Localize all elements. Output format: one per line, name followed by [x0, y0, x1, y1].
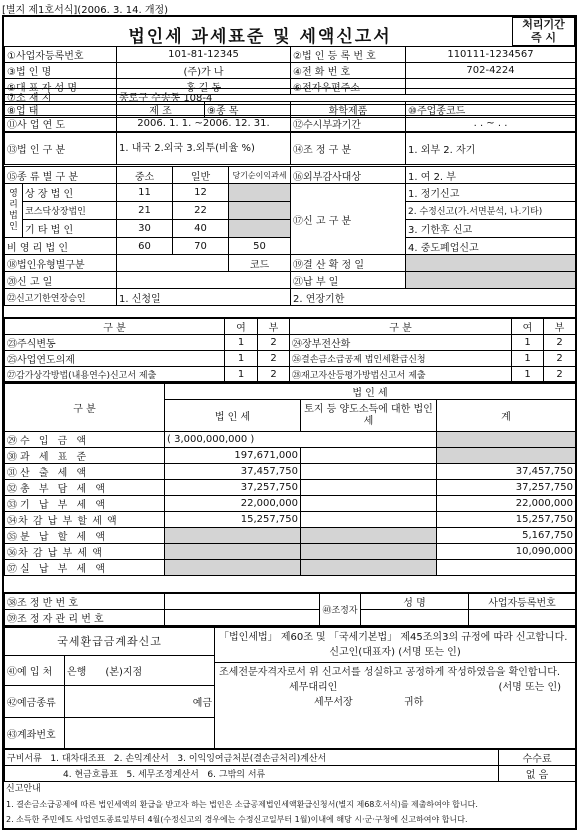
tax-col-corp: 법 인 세	[165, 400, 301, 432]
refund-table	[4, 626, 576, 750]
guide-title: 신고안내	[6, 784, 41, 794]
tax-row-label: ㉚과 세 표 준	[5, 448, 165, 464]
settlement-date-label: ⑲결 산 확 정 일	[291, 255, 406, 272]
yn-no[interactable]: 2	[544, 351, 576, 367]
basic-row	[5, 47, 576, 63]
declaration-text: 「법인세법」 제60조 및 「국세기본법」 제45조의3의 규정에 따라 신고합니다.	[219, 632, 568, 643]
adjust-value[interactable]: 1. 외부 2. 자기	[406, 133, 576, 165]
tax-cell[interactable]	[301, 480, 437, 496]
extaudit-value[interactable]: 1. 여 2. 부	[406, 167, 576, 184]
kind-code[interactable]: 40	[173, 220, 229, 238]
tax-total[interactable]	[437, 560, 576, 576]
kind-header-row	[5, 167, 576, 184]
reporter-sign[interactable]: 신고인(대표자) (서명 또는 인)	[329, 647, 461, 658]
attach-item: 2. 손익계산서	[113, 754, 169, 764]
attach-item: 5. 세무조정계산서	[126, 770, 199, 780]
settlement-date-value[interactable]	[406, 255, 576, 272]
tax-row-label: ㊲실 납 부 세 액	[5, 560, 165, 576]
tax-row	[5, 512, 576, 528]
tax-row	[5, 560, 576, 576]
yes-header: 여	[225, 318, 258, 335]
susi-label: ⑫수시부과기간	[291, 116, 406, 132]
code-label: 코드	[229, 255, 291, 272]
addressee: 귀하	[404, 697, 424, 708]
declaration	[215, 627, 576, 749]
kind-code[interactable]: 70	[173, 238, 229, 255]
tax-row	[5, 448, 576, 464]
basic-row	[5, 63, 576, 79]
address-value[interactable]: 종로구 수송동 108-4	[117, 89, 576, 105]
processing-label: 처리기간	[522, 18, 565, 31]
yes-no-table	[4, 317, 576, 382]
bizcode-label: ⑩주업종코드	[408, 106, 466, 117]
gray-cell	[301, 528, 437, 544]
tax-row-label: ㉟분 납 할 세 액	[5, 528, 165, 544]
kind-code[interactable]: 50	[229, 238, 291, 255]
guide-note: 2. 소득한 주민에도 사업연도종료일부터 4월(수정신고의 경우에는 수정신고일부터 1월)이내에 해당 시·군·구청에 신고하여야 합니다.	[6, 815, 468, 824]
yn-header-row	[5, 318, 576, 335]
bizitem-label: ⑨종 목	[205, 102, 291, 118]
gray-cell	[229, 220, 291, 238]
tax-col-header: 구 분	[5, 383, 165, 432]
tax-value[interactable]: 37,257,750	[165, 480, 301, 496]
bank-unit: 은행	[67, 666, 87, 678]
extension-deadline[interactable]: 2. 연장기한	[291, 289, 576, 306]
form-number: [별지 제1호서식](2006. 3. 14. 개정)	[2, 5, 169, 16]
gray-cell	[165, 544, 301, 560]
biztype-label: ⑧업 태	[5, 102, 117, 118]
gray-cell	[437, 432, 576, 448]
adjuster-bizno-value[interactable]	[469, 610, 576, 626]
yn-yes[interactable]: 1	[225, 367, 258, 382]
tax-col-land: 토지 등 양도소득에 대한 법인세	[301, 400, 437, 432]
yn-col-header: 구 분	[5, 318, 225, 335]
period-label: ⑪사 업 연 도	[5, 116, 117, 132]
kind-col-general: 일반	[173, 167, 229, 184]
adjuster-row	[5, 610, 576, 626]
gray-cell	[437, 448, 576, 464]
kind-code[interactable]: 60	[117, 238, 173, 255]
ceo-value[interactable]: 홍 길 동	[117, 79, 291, 95]
tax-row	[5, 464, 576, 480]
tax-row-label: ㉛산 출 세 액	[5, 464, 165, 480]
yn-item-label: ㉖결손금소급공제 법인세환급신청	[290, 351, 512, 367]
yn-no[interactable]: 2	[544, 367, 576, 382]
adjuster-mgmt-label: ㊴조 정 자 관 리 번 호	[5, 610, 165, 626]
tax-cell[interactable]	[301, 496, 437, 512]
misc-row	[5, 272, 576, 289]
yn-row	[5, 367, 576, 382]
payment-date-label: ㉑납 부 일	[291, 272, 406, 289]
form-title: 법인세 과세표준 및 세액신고서	[128, 27, 392, 47]
gray-cell	[229, 184, 291, 202]
filing-label: ⑰신 고 구 분	[291, 184, 406, 255]
yn-no[interactable]: 2	[258, 367, 290, 382]
tax-total[interactable]: 22,000,000	[437, 496, 576, 512]
ceo-label: ⑤대 표 자 성 명	[5, 79, 117, 95]
yn-item-label: ㉓주식변동	[5, 335, 225, 351]
adjust-no-value[interactable]	[165, 593, 320, 610]
bank-value[interactable]	[65, 655, 215, 685]
tax-row	[5, 528, 576, 544]
bizitem-value[interactable]: 화학제품	[291, 102, 406, 118]
filing-option[interactable]: 3. 기한후 신고	[406, 220, 576, 238]
filing-option[interactable]: 2. 수정신고(가.서면분석, 나.기타)	[406, 202, 576, 220]
corp-class-label: ⑱법인유형별구분	[5, 255, 117, 272]
adjuster-label: ㊵조정자	[320, 593, 361, 626]
branch-unit: (본)지점	[105, 666, 143, 678]
misc-row	[5, 255, 576, 272]
kind-code[interactable]: 21	[117, 202, 173, 220]
attach-label: 구비서류	[7, 754, 42, 764]
gray-cell	[301, 544, 437, 560]
kind-col-small: 중소	[117, 167, 173, 184]
email-label: ⑥전자우편주소	[291, 79, 406, 95]
extension-apply-date[interactable]: 1. 신청일	[117, 289, 291, 306]
tax-header-row	[5, 383, 576, 400]
adjust-label: ⑭조 정 구 분	[291, 133, 406, 165]
kind-col-netincome: 당기순이익과세	[229, 167, 291, 184]
other-corp-label: 기 타 법 인	[23, 220, 117, 238]
listed-corp-label: 상 장 법 인	[23, 184, 117, 202]
corp-class-value[interactable]	[117, 255, 229, 272]
filing-date-label: ⑳신 고 일	[5, 272, 117, 289]
yn-item-label: ㉔장부전산화	[290, 335, 512, 351]
tax-total[interactable]: 15,257,750	[437, 512, 576, 528]
tax-row	[5, 480, 576, 496]
account-value[interactable]	[65, 717, 215, 749]
agent-label: 세무대리인	[289, 682, 338, 693]
no-header: 부	[258, 318, 290, 335]
profit-corp-label: 영리법인	[5, 184, 23, 238]
corp-type-label: ⑬법 인 구 분	[5, 133, 117, 165]
adjuster-mgmt-value[interactable]	[165, 610, 320, 626]
kind-row	[5, 184, 576, 202]
kind-label: ⑮종 류 별 구 분	[5, 167, 117, 184]
adjuster-name-value[interactable]	[361, 610, 469, 626]
extaudit-label: ⑯외부감사대상	[291, 167, 406, 184]
tax-row	[5, 496, 576, 512]
attachments-table	[4, 748, 576, 782]
kosdaq-corp-label: 코스닥상장법인	[23, 202, 117, 220]
filing-guide	[6, 782, 572, 827]
agent-sign[interactable]: (서명 또는 인)	[498, 682, 562, 693]
corpno-label: ②법 인 등 록 번 호	[291, 47, 406, 63]
kind-table	[4, 166, 576, 255]
period-table	[4, 115, 576, 132]
yn-yes[interactable]: 1	[512, 351, 544, 367]
fee-label: 수수료	[499, 749, 576, 766]
kind-row	[5, 220, 576, 238]
yn-no[interactable]: 2	[544, 335, 576, 351]
adjuster-table	[4, 592, 576, 626]
yn-item-label: ㉘재고자산등평가방법신고서 제출	[290, 367, 512, 382]
bizno-value[interactable]: 101-81-12345	[117, 47, 291, 63]
gray-cell	[165, 528, 301, 544]
tax-office: 세무서장	[314, 697, 353, 708]
adjust-no-label: ㊳조 정 반 번 호	[5, 593, 165, 610]
fee-value: 없 음	[499, 766, 576, 782]
tax-group-header: 법 인 세	[165, 383, 576, 400]
yn-yes[interactable]: 1	[225, 351, 258, 367]
period-row	[5, 116, 576, 132]
extension-label: ㉒신고기한연장승인	[5, 289, 117, 306]
deposit-type-value[interactable]: 예금	[65, 685, 215, 717]
filing-date-value[interactable]	[117, 272, 291, 289]
refund-title: 국세환급금계좌신고	[5, 627, 215, 655]
phone-value[interactable]: 702-4224	[406, 63, 576, 79]
tax-row	[5, 544, 576, 560]
tax-cell[interactable]	[301, 448, 437, 464]
yn-no[interactable]: 2	[258, 335, 290, 351]
susi-value[interactable]: . . ~ . .	[406, 116, 576, 132]
revenue-value[interactable]: ( 3,000,000,000 )	[165, 432, 437, 448]
yn-yes[interactable]: 1	[512, 335, 544, 351]
filing-option[interactable]: 4. 중도폐업신고	[406, 238, 576, 255]
tax-row-label: ㉙수 입 금 액	[5, 432, 165, 448]
attach-row	[5, 749, 576, 766]
processing-period	[512, 17, 575, 46]
tax-total[interactable]: 37,457,750	[437, 464, 576, 480]
adjuster-name-label: 성 명	[361, 593, 469, 610]
yn-item-label: ㉗감가상각방법(내용연수)신고서 제출	[5, 367, 225, 382]
tax-col-total: 계	[437, 400, 576, 432]
period-value[interactable]: 2006. 1. 1. ~2006. 12. 31.	[117, 116, 291, 132]
corp-type-value[interactable]: 1. 내국 2.외국 3.외투(비율 %)	[117, 133, 291, 165]
yes-header: 여	[512, 318, 544, 335]
bank-label: ㊶예 입 처	[5, 655, 65, 685]
attach-item: 6. 그밖의 서류	[207, 770, 266, 780]
no-header: 부	[544, 318, 576, 335]
adjuster-bizno-label: 사업자등록번호	[469, 593, 576, 610]
filing-option[interactable]: 1. 정기신고	[406, 184, 576, 202]
payment-date-value[interactable]	[406, 272, 576, 289]
nonprofit-corp-label: 비 영 리 법 인	[5, 238, 117, 255]
kind-code[interactable]: 22	[173, 202, 229, 220]
tax-row-label: ㊱차 감 납 부 세 액	[5, 544, 165, 560]
attach-row	[5, 766, 576, 782]
attach-line	[5, 766, 499, 782]
adjuster-row	[5, 593, 576, 610]
yn-item-label: ㉕사업연도의제	[5, 351, 225, 367]
yn-yes[interactable]: 1	[225, 335, 258, 351]
yn-no[interactable]: 2	[258, 351, 290, 367]
processing-value: 즉 시	[530, 31, 557, 44]
corpno-value[interactable]: 110111-1234567	[406, 47, 576, 63]
phone-label: ④전 화 번 호	[291, 63, 406, 79]
yn-row	[5, 335, 576, 351]
yn-col-header: 구 분	[290, 318, 512, 335]
kind-code[interactable]: 11	[117, 184, 173, 202]
tax-row-label: ㉝기 납 부 세 액	[5, 496, 165, 512]
attach-item: 4. 현금흐름표	[63, 770, 118, 780]
account-label: ㊸계좌번호	[5, 717, 65, 749]
kind-code[interactable]: 30	[117, 220, 173, 238]
tax-row-label: ㉞차 감 납 부 할 세 액	[5, 512, 165, 528]
corp-type-table	[4, 132, 576, 165]
tax-row	[5, 432, 576, 448]
attach-item: 3. 이익잉여금처분(결손금처리)계산서	[177, 754, 327, 764]
tax-cell[interactable]	[301, 464, 437, 480]
bizno-label: ①사업자등록번호	[5, 47, 117, 63]
tax-total[interactable]: 37,257,750	[437, 480, 576, 496]
yn-row	[5, 351, 576, 367]
gray-cell	[165, 560, 301, 576]
attach-line	[5, 749, 499, 766]
tax-base-value[interactable]: 197,671,000	[165, 448, 301, 464]
attach-item: 1. 대차대조표	[50, 754, 106, 764]
refund-row	[5, 627, 576, 655]
tax-row-label: ㉜총 부 담 세 액	[5, 480, 165, 496]
tax-cell[interactable]	[301, 512, 437, 528]
guide-note: 1. 결손금소급공제에 따른 법인세액의 환급을 받고자 하는 법인은 소급공제법인세액환급신청서(별지 제68호서식)를 제출하여야 합니다.	[6, 800, 478, 809]
yn-yes[interactable]: 1	[512, 367, 544, 382]
corpname-label: ③법 인 명	[5, 63, 117, 79]
tax-total[interactable]: 10,090,000	[437, 544, 576, 560]
biztype-value[interactable]: 제 조	[117, 102, 205, 118]
corp-type-row	[5, 133, 576, 165]
gray-cell	[229, 202, 291, 220]
address-label: ⑦소 재 지	[5, 89, 117, 105]
tax-value[interactable]: 37,457,750	[165, 464, 301, 480]
tax-total[interactable]: 5,167,750	[437, 528, 576, 544]
kind-code[interactable]: 12	[173, 184, 229, 202]
misc-table	[4, 254, 576, 306]
corpname-value[interactable]: (주)가 나	[117, 63, 291, 79]
gray-cell	[301, 560, 437, 576]
kind-row	[5, 238, 576, 255]
misc-row	[5, 289, 576, 306]
kind-row	[5, 202, 576, 220]
tax-value[interactable]: 15,257,750	[165, 512, 301, 528]
agent-declaration-text: 조세전문자격자로서 위 신고서를 성실하고 공정하게 작성하였음을 확인합니다.	[215, 662, 575, 680]
deposit-type-label: ㊷예금종류	[5, 685, 65, 717]
tax-table	[4, 382, 576, 576]
tax-value[interactable]: 22,000,000	[165, 496, 301, 512]
